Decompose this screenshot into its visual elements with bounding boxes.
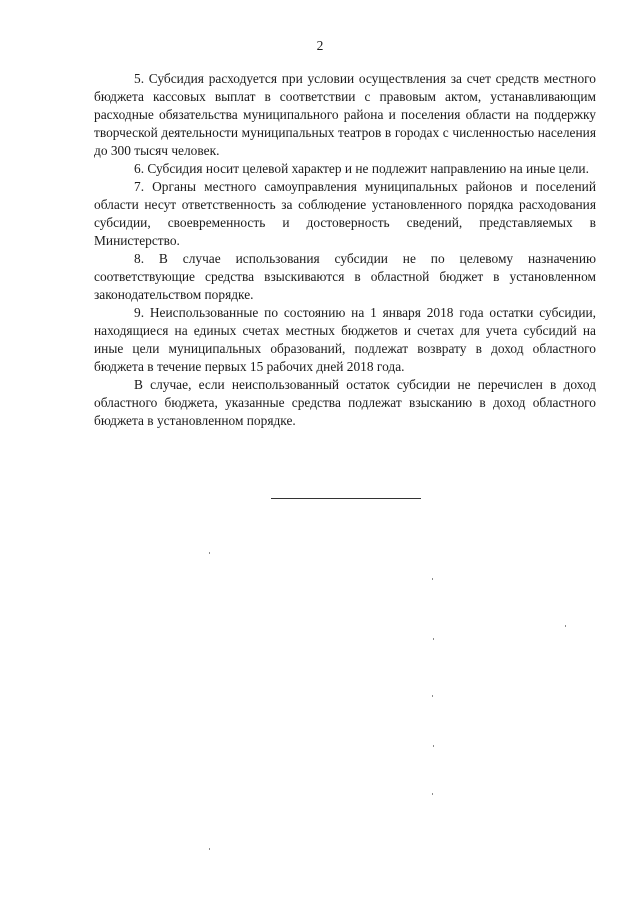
scan-speck	[433, 638, 434, 640]
scan-speck	[209, 848, 210, 850]
page-number: 2	[316, 38, 324, 53]
scan-speck	[432, 578, 433, 580]
scan-speck	[432, 793, 433, 795]
paragraph-9: 9. Неиспользованные по состоянию на 1 января 2018 года остатки субсидии, находящиеся на единых счетах местных бюджетов и счетах для учета субсидий на иные цели муниципальных образований, подлежат возврату в доход областного бюджета в течение первых 15 рабочих дней 2018 года.	[94, 305, 596, 374]
paragraph-5: 5. Субсидия расходуется при условии осуществления за счет средств местного бюджета кассовых выплат в соответствии с правовым актом, устанавливающим расходные обязательства муниципального района и поселения области на поддержку творческой деятельности муниципальных театров в городах с численностью населения до 300 тысяч человек.	[94, 71, 596, 158]
scan-speck	[432, 695, 433, 697]
paragraph-8: 8. В случае использования субсидии не по целевому назначению соответствующие средства взыскиваются в областной бюджет в установленном законодательством порядке.	[94, 251, 596, 302]
document-body	[94, 70, 596, 430]
scan-speck	[209, 552, 210, 554]
paragraph-6: 6. Субсидия носит целевой характер и не подлежит направлению на иные цели.	[134, 161, 589, 176]
end-of-document-separator	[271, 498, 421, 499]
paragraph-9-continuation: В случае, если неиспользованный остаток субсидии не перечислен в доход областного бюджета, указанные средства подлежат взысканию в доход областного бюджета в установленном порядке.	[94, 377, 596, 428]
scan-speck	[433, 745, 434, 747]
scan-speck	[565, 625, 566, 627]
paragraph-7: 7. Органы местного самоуправления муниципальных районов и поселений области несут ответственность за соблюдение установленного порядка расходования субсидии, своевременность и достоверность сведений, представляемых в Министерство.	[94, 179, 596, 248]
